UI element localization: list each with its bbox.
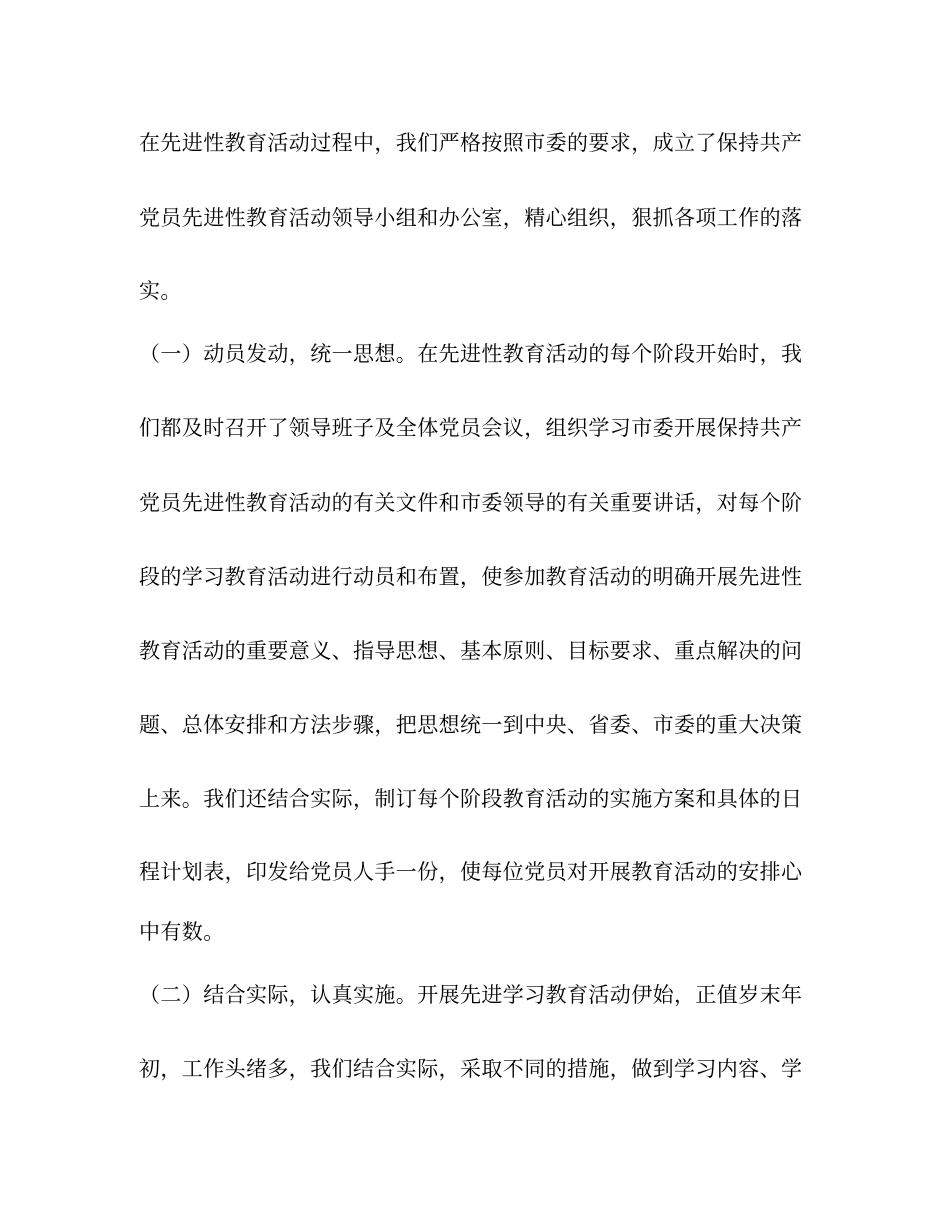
text-line: 实。 — [139, 279, 182, 303]
text-line: 中有数。 — [139, 920, 225, 944]
text-line: 在先进性教育活动过程中，我们严格按照市委的要求，成立了保持共产 — [139, 131, 803, 155]
text-line: 题、总体安排和方法步骤，把思想统一到中央、省委、市委的重大决策 — [139, 713, 803, 737]
text-line: 党员先进性教育活动的有关文件和市委领导的有关重要讲话，对每个阶 — [139, 491, 803, 515]
text-line: （一）动员发动，统一思想。在先进性教育活动的每个阶段开始时，我 — [139, 342, 803, 366]
text-line: 党员先进性教育活动领导小组和办公室，精心组织，狠抓各项工作的落 — [139, 206, 803, 230]
text-line: 上来。我们还结合实际，制订每个阶段教育活动的实施方案和具体的日 — [139, 787, 803, 811]
text-line: 初，工作头绪多，我们结合实际，采取不同的措施，做到学习内容、学 — [139, 1057, 803, 1081]
text-line: 们都及时召开了领导班子及全体党员会议，组织学习市委开展保持共产 — [139, 416, 803, 440]
text-line: （二）结合实际，认真实施。开展先进学习教育活动伊始，正值岁末年 — [139, 983, 803, 1007]
text-line: 程计划表，印发给党员人手一份，使每位党员对开展教育活动的安排心 — [139, 860, 803, 884]
text-line: 段的学习教育活动进行动员和布置，使参加教育活动的明确开展先进性 — [139, 565, 803, 589]
text-line: 教育活动的重要意义、指导思想、基本原则、目标要求、重点解决的问 — [139, 639, 803, 663]
